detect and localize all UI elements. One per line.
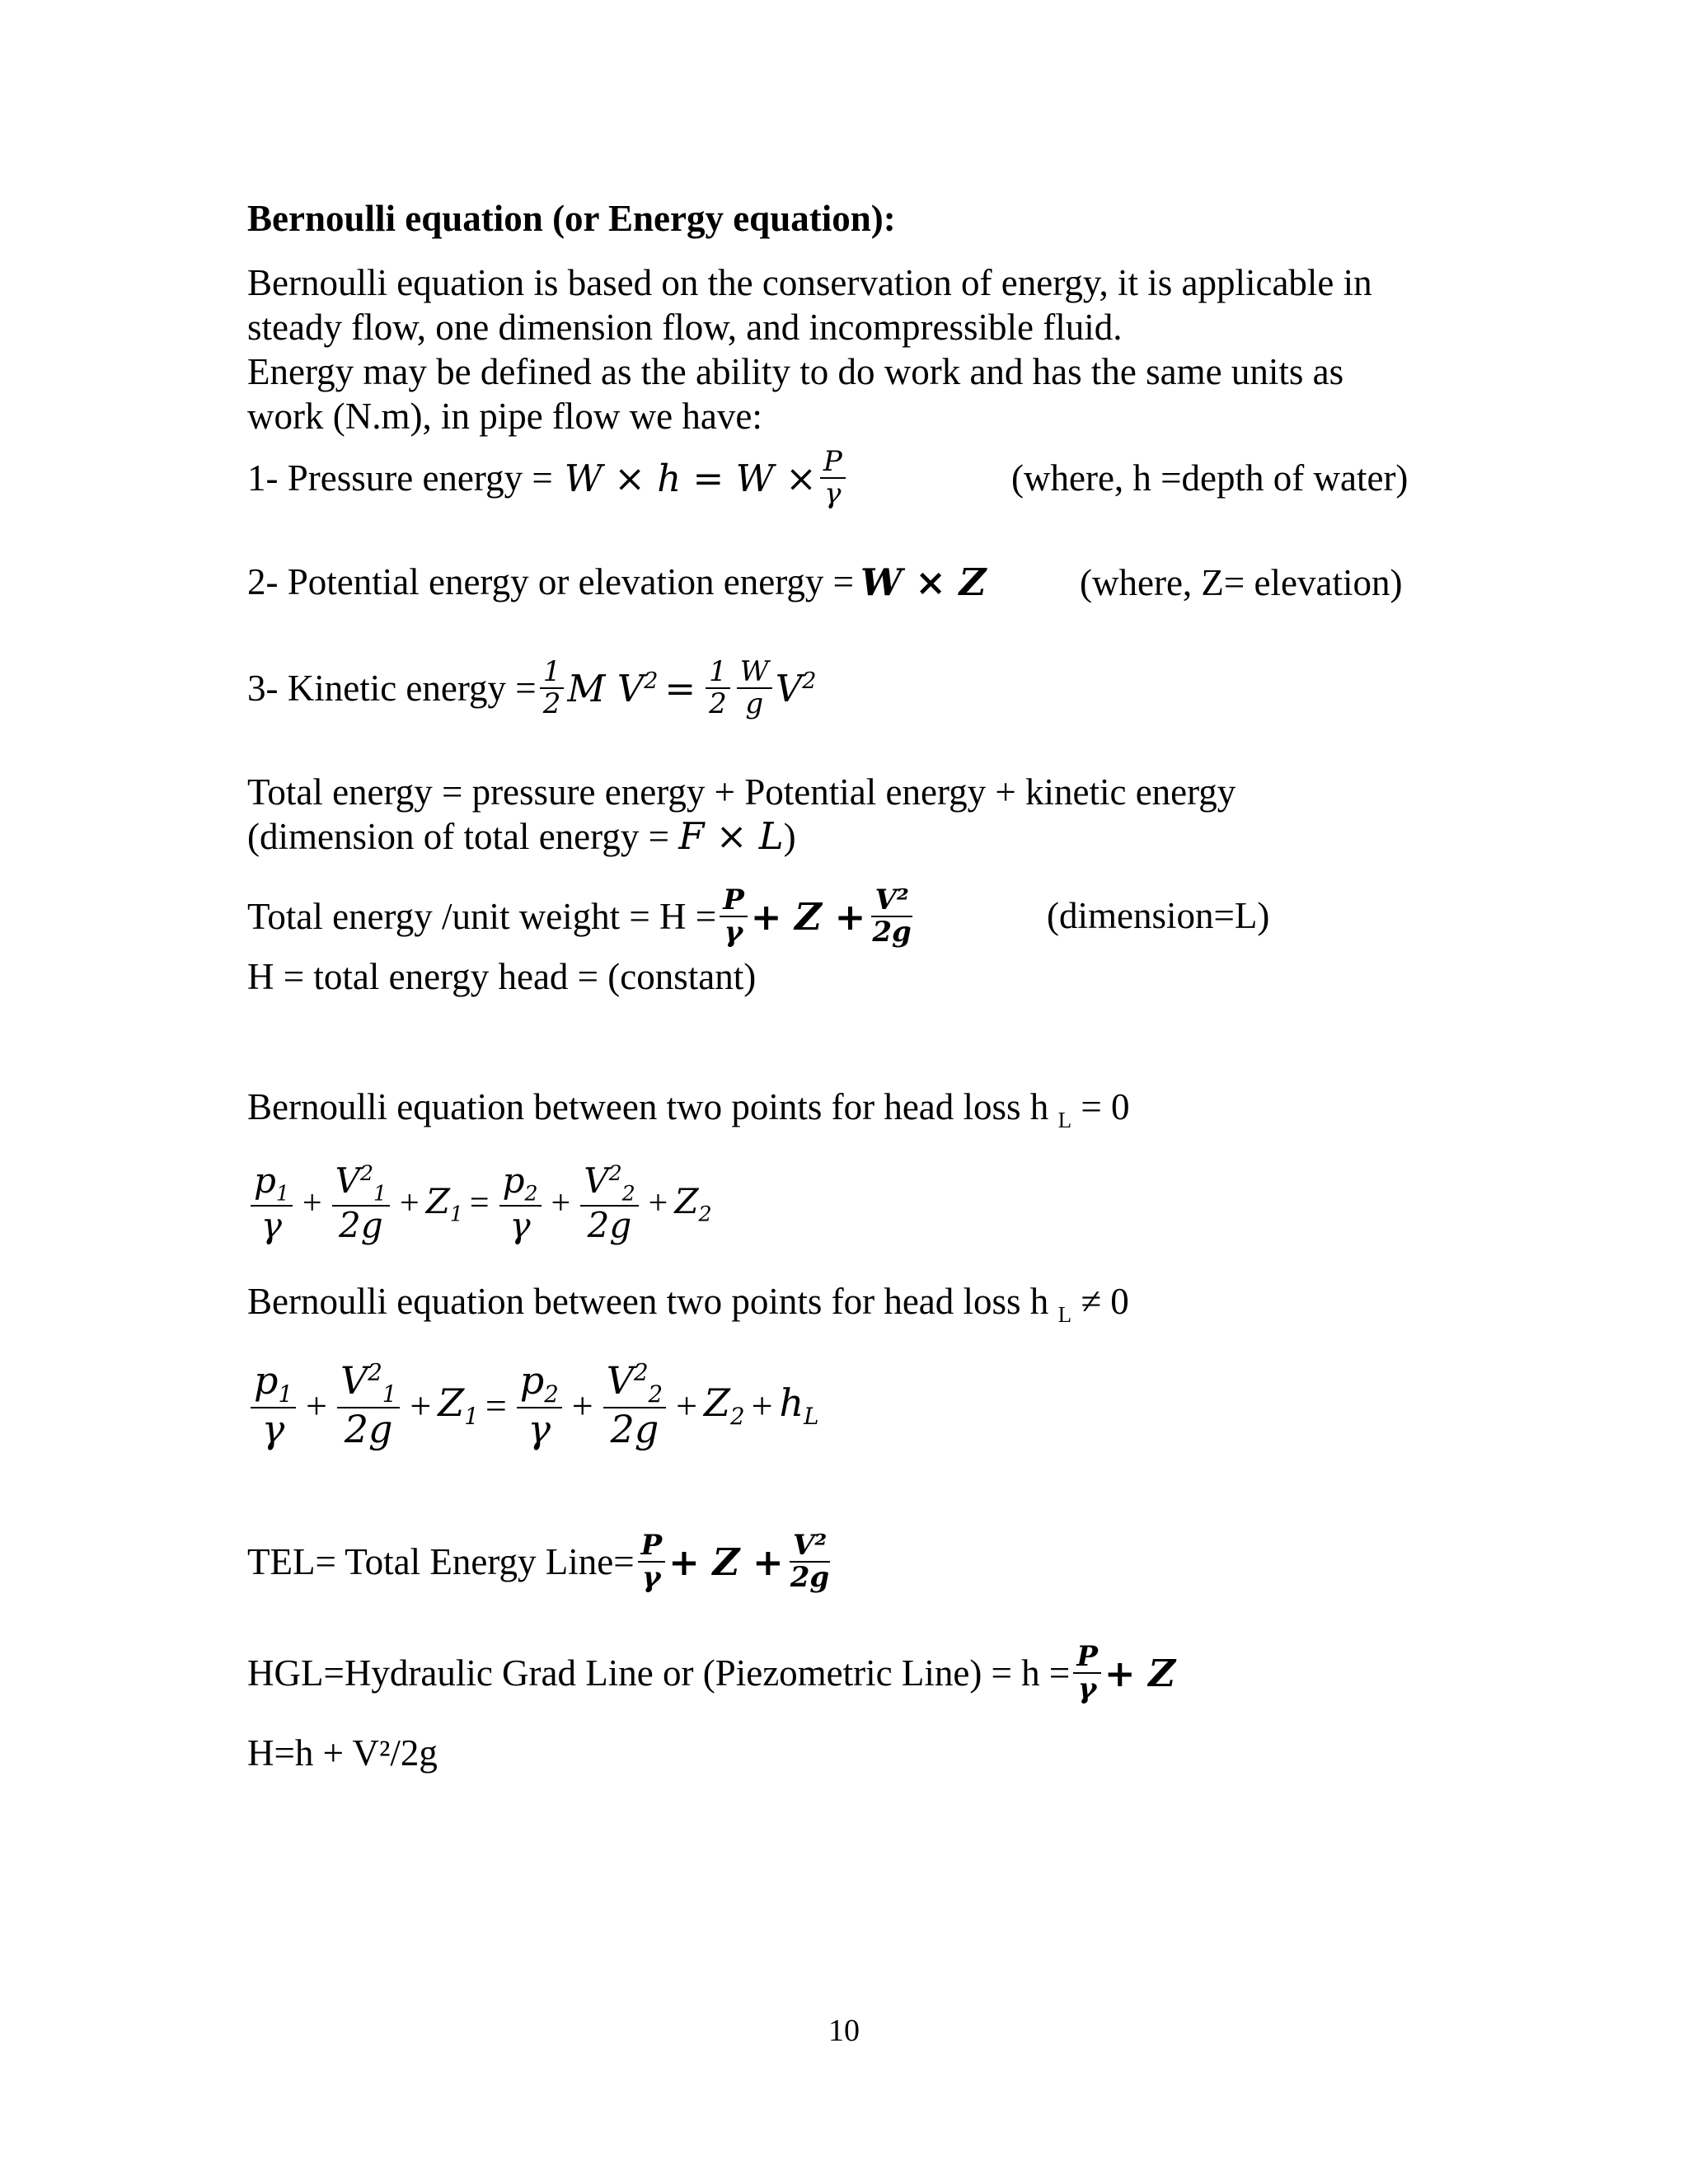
- eq1-v2-2g: [580, 1162, 638, 1244]
- potential-energy-row: [247, 557, 986, 607]
- intro-line-3: Energy may be defined as the ability to do work and has the same units as: [247, 351, 1344, 392]
- no-loss-text: Bernoulli equation between two points for head loss h: [247, 1086, 1049, 1127]
- bernoulli-no-loss-equation: $\frac{p_1}{\gamma}$ + $\frac{V^2_1}{2g}$ + $Z_1$ = $\frac{p_2}{\gamma}$ + $\frac{V^2_2}{2g}$ + $Z_2$: [247, 1154, 712, 1253]
- total-energy-dimension: [247, 814, 796, 859]
- eq2-z2-text: Z: [704, 1380, 731, 1425]
- tel-2g: 2g: [790, 1561, 830, 1594]
- kinetic-half-fraction-2: [706, 654, 730, 720]
- eq1-v2-sq: 2: [608, 1160, 622, 1185]
- plus-z: + Z +: [750, 894, 866, 939]
- frac-v2: V²: [871, 885, 912, 917]
- pressure-fraction-numerator: P: [820, 447, 846, 479]
- eq1-p1-sub: 1: [275, 1181, 289, 1206]
- eq1-v1-2g: [332, 1162, 390, 1244]
- kinetic-half-num: 1: [540, 657, 565, 689]
- bernoulli-no-loss-label: [247, 1085, 1129, 1142]
- tel-v2: V²: [790, 1530, 830, 1563]
- kinetic-mv: [567, 667, 658, 710]
- loss-sub: L: [1057, 1302, 1072, 1327]
- intro-line-4: work (N.m), in pipe flow we have:: [247, 396, 762, 437]
- eq1-gamma-2: γ: [509, 1204, 531, 1245]
- pressure-note: (where, h =depth of water): [1011, 457, 1409, 499]
- eq1-p1-gamma: [251, 1162, 293, 1244]
- potential-note: (where, Z= elevation): [1080, 562, 1403, 603]
- eq2-p2: p: [519, 1357, 545, 1403]
- hgl-gamma: γ: [1077, 1672, 1097, 1705]
- pressure-label: 1- Pressure energy =: [247, 457, 553, 499]
- frac-gamma: γ: [724, 916, 743, 949]
- eq2-hl-sub: L: [804, 1403, 819, 1431]
- kinetic-w: W: [737, 657, 772, 689]
- frac-2g: 2g: [872, 916, 912, 949]
- total-head-line: H = total energy head = (constant): [247, 956, 757, 997]
- pressure-fraction-denominator: γ: [824, 477, 842, 510]
- kinetic-wg-fraction: [737, 654, 772, 720]
- kinetic-g: g: [745, 687, 764, 720]
- eq2-z1-sub: 1: [464, 1403, 479, 1431]
- eq1-2g-2: 2g: [587, 1204, 632, 1245]
- eq1-v1-sub: 1: [373, 1181, 387, 1206]
- eq1-v2-sub: 2: [621, 1181, 635, 1206]
- tel-label: TEL= Total Energy Line=: [247, 1541, 635, 1582]
- eq2-2g-2: 2g: [610, 1407, 659, 1452]
- dimension-text: (dimension of total energy =: [247, 816, 669, 857]
- eq1-z1-text: Z: [425, 1180, 450, 1221]
- eq1-gamma-1: γ: [260, 1204, 283, 1245]
- hgl-p: P: [1073, 1642, 1101, 1674]
- eq2-v2-2g: [603, 1357, 666, 1452]
- pressure-fraction: [820, 444, 846, 510]
- total-energy-line: Total energy = pressure energy + Potential energy + kinetic energy: [247, 771, 1236, 813]
- h-relation: H=h + V²/2g: [247, 1732, 438, 1774]
- dimension-formula: F × L: [678, 814, 784, 858]
- tel-v2-2g: [787, 1530, 832, 1594]
- kinetic-v: [776, 667, 817, 710]
- bernoulli-loss-equation: $\frac{p_1}{\gamma}$ + $\frac{V^2_1}{2g}$ + $Z_1$ = $\frac{p_2}{\gamma}$ + $\frac{V^2_2}{2g}$ + $Z_2$ + $h_L$: [247, 1352, 819, 1459]
- eq1-z2: [674, 1181, 711, 1226]
- kinetic-v-square: 2: [802, 668, 817, 694]
- kinetic-mv-square: 2: [644, 668, 659, 694]
- eq2-hl: [780, 1380, 819, 1430]
- eq1-p1: p: [254, 1160, 276, 1201]
- no-loss-tail: = 0: [1081, 1086, 1130, 1127]
- hgl-row: [247, 1628, 1175, 1718]
- eq2-z2-sub: 2: [730, 1403, 745, 1431]
- eq2-p2-sub: 2: [544, 1380, 559, 1408]
- eq2-v1-2g: [337, 1357, 400, 1452]
- eq2-p1-gamma: [251, 1357, 296, 1452]
- kinetic-half-fraction: [540, 654, 565, 720]
- hgl-plus-z: + Z: [1104, 1651, 1176, 1695]
- potential-label: 2- Potential energy or elevation energy =: [247, 561, 854, 602]
- kinetic-energy-row: [247, 643, 816, 733]
- dimension-close: ): [783, 816, 796, 857]
- intro-line-1: Bernoulli equation is based on the conservation of energy, it is applicable in: [247, 262, 1372, 303]
- eq1-p2-sub: 2: [524, 1181, 538, 1206]
- eq1-p2-gamma: [499, 1162, 542, 1244]
- eq2-gamma-1: γ: [261, 1407, 285, 1452]
- eq2-2g-1: 2g: [344, 1407, 393, 1452]
- eq1-2g-1: 2g: [339, 1204, 383, 1245]
- eq2-p1: p: [254, 1357, 279, 1403]
- eq2-p2-gamma: [517, 1357, 562, 1452]
- section-title: Bernoulli equation (or Energy equation):: [247, 198, 896, 239]
- total-per-weight-row: [247, 867, 918, 966]
- eq2-v1-sq: 2: [368, 1358, 382, 1386]
- eq1-z2-text: Z: [674, 1180, 699, 1221]
- eq2-v2-sq: 2: [633, 1358, 649, 1386]
- tel-row: [247, 1508, 836, 1615]
- v2-over-2g-fraction: [869, 885, 914, 949]
- eq2-hl-text: h: [779, 1380, 804, 1425]
- p-over-gamma-fraction: [720, 885, 748, 949]
- eq2-z1: [438, 1380, 479, 1430]
- page-number: 10: [828, 2013, 860, 2048]
- eq1-v1: V: [335, 1160, 360, 1201]
- loss-tail: ≠ 0: [1081, 1281, 1129, 1322]
- bernoulli-loss-label: [247, 1279, 1129, 1337]
- eq2-v1: V: [340, 1357, 368, 1403]
- eq2-v1-sub: 1: [382, 1380, 397, 1408]
- kinetic-half-num-2: 1: [706, 657, 730, 689]
- per-weight-label: Total energy /unit weight = H =: [247, 896, 717, 937]
- tel-p-gamma: [638, 1530, 666, 1594]
- potential-formula: W × Z: [860, 560, 987, 604]
- tel-plus-z: + Z +: [668, 1540, 784, 1584]
- tel-p: P: [638, 1530, 666, 1563]
- kinetic-half-den: 2: [542, 687, 561, 720]
- tel-gamma: γ: [642, 1561, 661, 1594]
- eq2-v2: V: [606, 1357, 634, 1403]
- eq1-z1: [426, 1181, 463, 1226]
- kinetic-equals: =: [664, 666, 696, 710]
- pressure-energy-row: [247, 437, 849, 519]
- intro-line-2: steady flow, one dimension flow, and incompressible fluid.: [247, 307, 1123, 348]
- no-loss-sub: L: [1057, 1108, 1072, 1132]
- hgl-label: HGL=Hydraulic Grad Line or (Piezometric Line) = h =: [247, 1652, 1071, 1694]
- eq2-z2: [704, 1380, 745, 1430]
- frac-p: P: [720, 885, 748, 917]
- eq1-z2-sub: 2: [698, 1202, 712, 1226]
- eq1-z1-sub: 1: [449, 1202, 463, 1226]
- kinetic-v-text: V: [775, 666, 803, 710]
- eq1-p2: p: [502, 1160, 525, 1201]
- eq2-z1-text: Z: [438, 1380, 465, 1425]
- dimension-note: (dimension=L): [1047, 895, 1270, 936]
- eq2-v2-sub: 2: [648, 1380, 663, 1408]
- eq2-p1-sub: 1: [278, 1380, 293, 1408]
- hgl-p-gamma: [1073, 1639, 1101, 1705]
- eq2-gamma-2: γ: [528, 1407, 551, 1452]
- eq1-v1-sq: 2: [359, 1160, 373, 1185]
- kinetic-mv-text: M V: [567, 666, 645, 710]
- loss-text: Bernoulli equation between two points for head loss h: [247, 1281, 1049, 1322]
- kinetic-label: 3- Kinetic energy =: [247, 668, 537, 709]
- eq1-v2: V: [584, 1160, 609, 1201]
- pressure-formula: W × h = W ×: [564, 456, 817, 500]
- kinetic-half-den-2: 2: [709, 687, 727, 720]
